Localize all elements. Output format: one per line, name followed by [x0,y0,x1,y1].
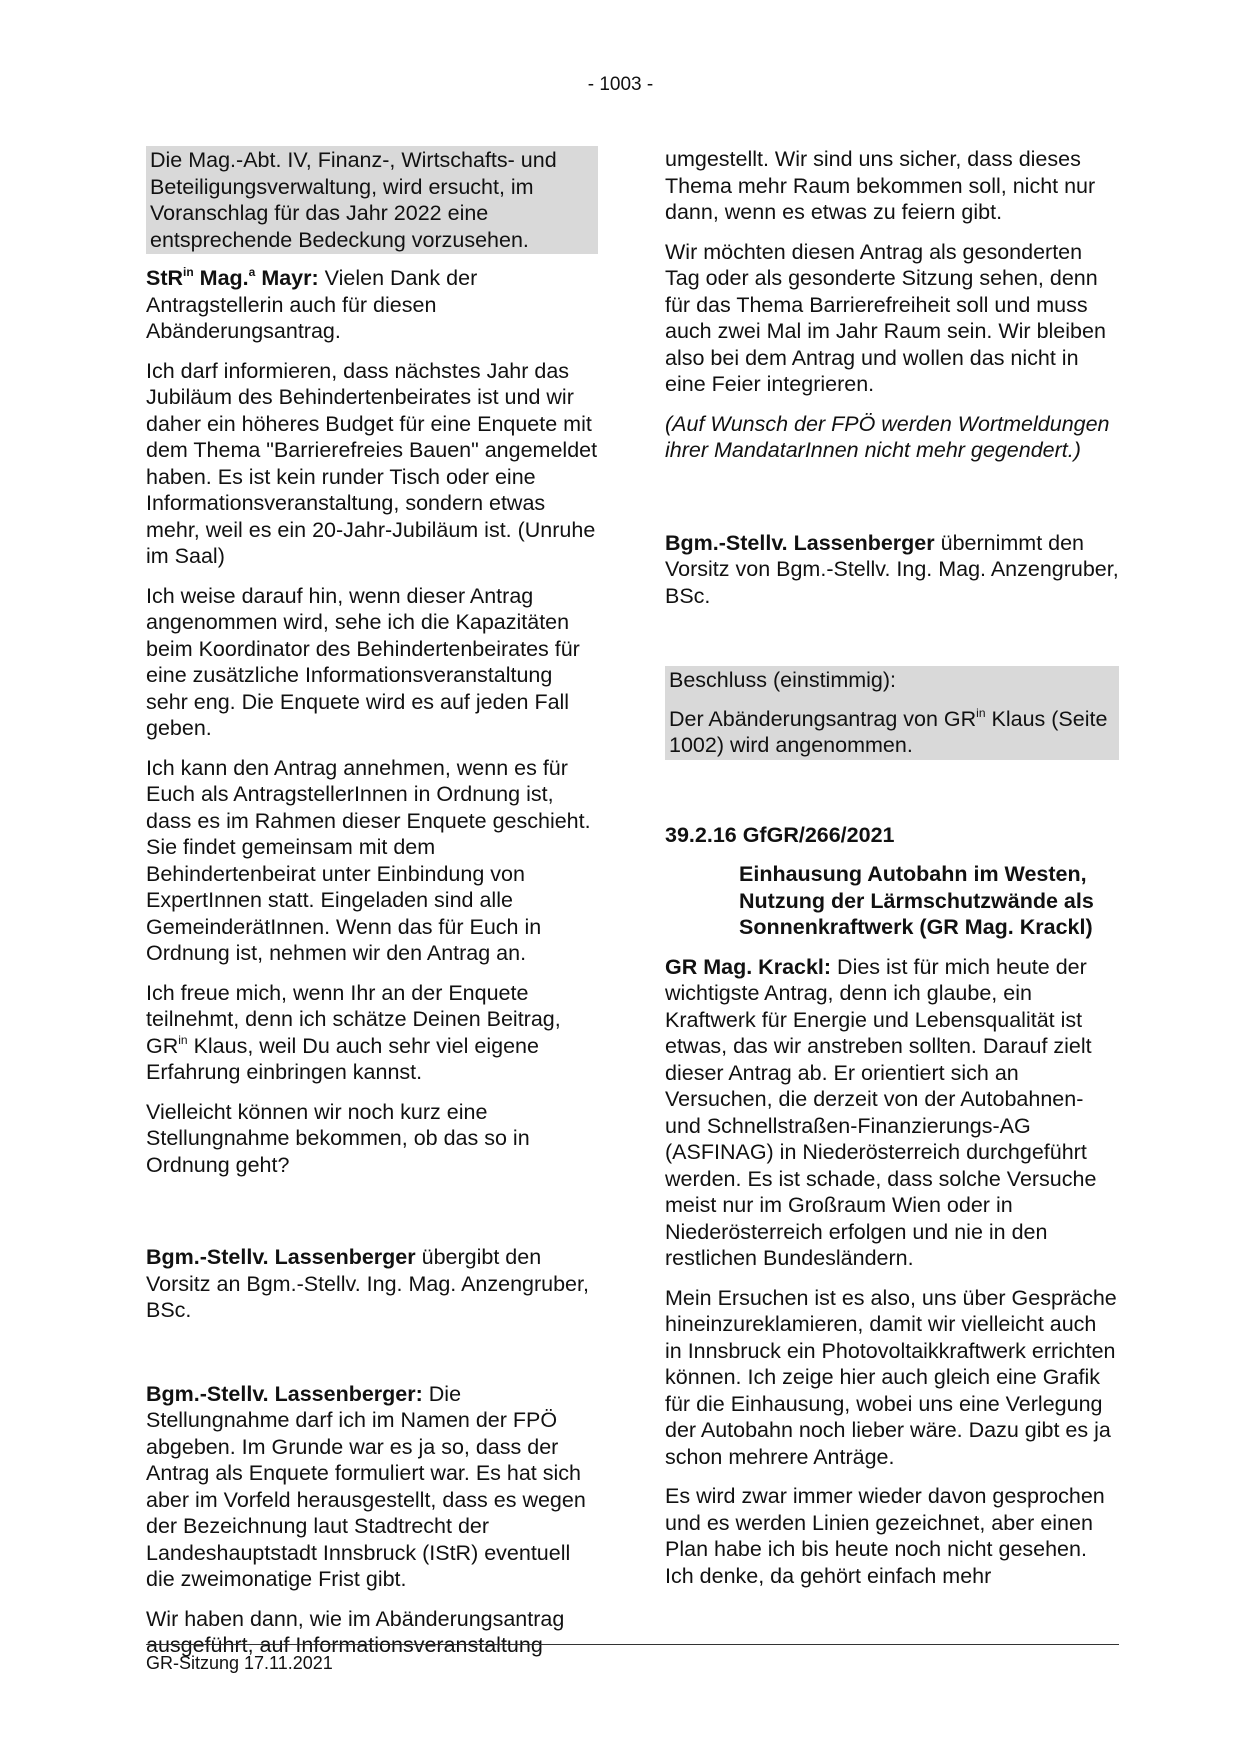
paragraph: umgestellt. Wir sind uns sicher, dass dieses Thema mehr Raum bekommen soll, nicht nur dann, wenn es etwas zu feiern gibt. [665,147,1096,224]
paragraph: Bgm.-Stellv. Lassenberger: Die Stellungnahme darf ich im Namen der FPÖ abgeben. Im Grunde war es ja so, dass der Antrag als Enquete formuliert war. Es hat sich aber im Vorfeld herausgestellt, dass es wegen der Bezeichnung laut Stadtrecht der Landeshauptstadt Innsbruck (IStR) eventuell die zweimonatige Frist gibt. [146,1381,586,1591]
left-column [146,146,598,1672]
speaker-name: Bgm.-Stellv. Lassenberger: [146,1381,423,1406]
paragraph: Mein Ersuchen ist es also, uns über Gespräche hineinzureklamieren, damit wir vielleicht auch in Innsbruck ein Photovoltaikkraftwerk errichten können. Ich zeige hier auch gleich eine Grafik für die Einhausung, wobei uns eine Verlegung der Autobahn noch lieber wäre. Dazu gibt es ja schon mehrere Anträge. [665,1285,1117,1469]
right-column [665,146,1119,1602]
chair-change-note: Bgm.-Stellv. Lassenberger übergibt den Vorsitz an Bgm.-Stellv. Ing. Mag. Anzengruber, BSc. [146,1245,589,1322]
resolution-label: Beschluss (einstimmig): [665,666,1119,705]
speaker-name: Bgm.-Stellv. Lassenberger [665,530,935,555]
paragraph: GR Mag. Krackl: Dies ist für mich heute der wichtigste Antrag, denn ich glaube, ein Kraftwerk für Energie und Lebensqualität ist etwas, das wir anstreben sollten. Darauf zielt dieser Antrag ab. Er orientiert sich an Versuchen, die derzeit von der Autobahnen- und Schnellstraßen-Finanzierungs-AG (ASFINAG) in Niederösterreich durchgeführt werden. Es ist schade, dass solche Versuche meist nur im Großraum Wien oder in Niederösterreich erfolgen und nie in den restlichen Bundesländern. [665,954,1097,1270]
paragraph: Wir haben dann, wie im Abänderungsantrag ausgeführt, auf Informationsveranstaltung [146,1606,565,1657]
editorial-note: (Auf Wunsch der FPÖ werden Wortmeldungen ihrer MandatarInnen nicht mehr gegendert.) [665,411,1110,462]
speaker-name: StR$^{in}$ Mag.$^a$ Mayr: [146,265,319,290]
paragraph: Ich weise darauf hin, wenn dieser Antrag angenommen wird, sehe ich die Kapazitäten beim Koordinator des Behindertenbeirates für eine zusätzliche Informationsveranstaltung sehr eng. Die Enquete wird es auf jeden Fall geben. [146,583,580,740]
chair-change-note: Bgm.-Stellv. Lassenberger übernimmt den Vorsitz von Bgm.-Stellv. Ing. Mag. Anzengruber, BSc. [665,530,1119,608]
paragraph: Vielleicht können wir noch kurz eine Stellungnahme bekommen, ob das so in Ordnung geht? [146,1099,530,1177]
paragraph: Ich darf informieren, dass nächstes Jahr das Jubiläum des Behindertenbeirates ist und wir daher ein höheres Budget für eine Enquete mit dem Thema "Barrierefreies Bauen" angemeldet haben. Es ist kein runder Tisch oder eine Informationsveranstaltung, sondern etwas mehr, weil es ein 20-Jahr-Jubiläum ist. (Unruhe im Saal) [146,358,598,568]
paragraph: Ich freue mich, wenn Ihr an der Enquete teilnehmt, denn ich schätze Deinen Beitrag, $GR^{in}$ Klaus, weil Du auch sehr viel eigene Erfahrung einbringen kannst. [146,980,561,1084]
motion-text: Die Mag.-Abt. IV, Finanz-, Wirtschafts- und Beteiligungsverwaltung, wird ersucht, im Voranschlag für das Jahr 2022 eine entsprechende Bedeckung vorzusehen. [146,146,598,254]
paragraph: Ich kann den Antrag annehmen, wenn es für Euch als AntragstellerInnen in Ordnung ist, dass es im Rahmen dieser Enquete geschieht. Sie findet gemeinsam mit dem Behindertenbeirat unter Einbindung von ExpertInnen statt. Eingeladen sind alle GemeinderätInnen. Wenn das für Euch in Ordnung ist, nehmen wir den Antrag an. [146,755,591,965]
agenda-item-title: Einhausung Autobahn im Westen, Nutzung der Lärmschutzwände als Sonnenkraftwerk (GR Mag. Krackl) [739,862,1094,939]
resolution-text: Der Abänderungsantrag von $GR^{in}$ Klaus (Seite 1002) wird angenommen. [665,705,1119,760]
speaker-name: GR Mag. Krackl: [665,954,832,979]
speaker-name: Bgm.-Stellv. Lassenberger [146,1245,416,1269]
paragraph: Es wird zwar immer wieder davon gesprochen und es werden Linien gezeichnet, aber einen Plan habe ich bis heute noch nicht gesehen. Ich denke, da gehört einfach mehr [665,1484,1105,1588]
agenda-item-number: 39.2.16 GfGR/266/2021 [665,822,895,847]
paragraph: Wir möchten diesen Antrag als gesonderten Tag oder als gesonderte Sitzung sehen, denn für das Thema Barrierefreiheit soll und muss auch zwei Mal im Jahr Raum sein. Wir bleiben also bei dem Antrag und wollen das nicht in eine Feier integrieren. [665,239,1106,396]
paragraph: StR$^{in}$ Mag.$^a$ Mayr: Vielen Dank der Antragstellerin auch für diesen Abänderungsantrag. [146,265,478,343]
page-number: - 1003 - [587,74,654,95]
resolution-box [665,666,1119,760]
footer-text: GR-Sitzung 17.11.2021 [146,1653,333,1673]
footer-divider [146,1644,1119,1645]
